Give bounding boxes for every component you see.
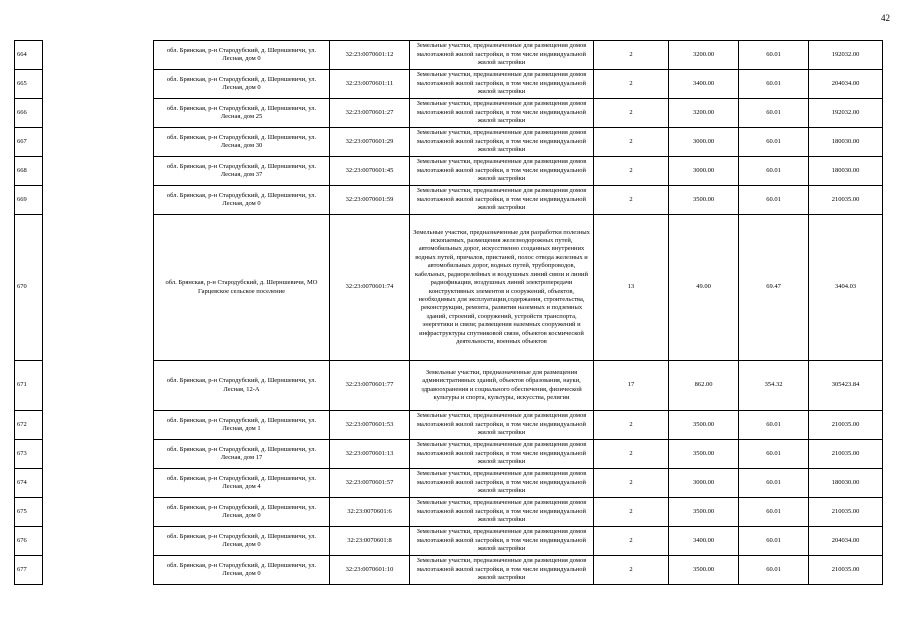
row-area: 3400.00 (669, 70, 739, 99)
table-row (15, 70, 883, 99)
row-cadastral-value: 192032.00 (809, 99, 883, 128)
table-row (15, 99, 883, 128)
spacer-cell (43, 361, 154, 411)
table-row (15, 469, 883, 498)
row-specific-value: 354.32 (739, 361, 809, 411)
row-number: 669 (15, 186, 43, 215)
row-specific-value: 60.01 (739, 157, 809, 186)
row-cadastral-value: 210035.00 (809, 556, 883, 585)
row-cadastral-value: 204034.00 (809, 70, 883, 99)
row-land-use: Земельные участки, предназначенные для размещения домов малоэтажной жилой застройки, в том числе индивидуальной жилой застройки (410, 498, 594, 527)
row-number: 670 (15, 215, 43, 361)
row-area: 862.00 (669, 361, 739, 411)
row-cadastral-number: 32:23:0070601:45 (330, 157, 410, 186)
row-land-use: Земельные участки, предназначенные для размещения домов малоэтажной жилой застройки, в том числе индивидуальной жилой застройки (410, 41, 594, 70)
row-cadastral-number: 32:23:0070601:59 (330, 186, 410, 215)
row-land-use: Земельные участки, предназначенные для разработки полезных ископаемых, размещения железнодорожных путей, автомобильных дорог, искусственно созданных внутренних водных путей, причалов, пристаней, полос отвода железных и автомобильных дорог, водных путей, трубопроводов, кабельных, радиорелейных и воздушных линий связи и линий радиофикации, воздушных линий электропередачи конструктивных элементов и сооружений, объектов, необходимых для эксплуатации,содержания, строительства, реконструкции, ремонта, развития наземных и подземных зданий, строений, сооружений, устройств транспорта, энергетики и связи; размещения наземных сооружений и инфраструктуры спутниковой связи, объектов космической деятельности, военных объектов (410, 215, 594, 361)
row-cadastral-number: 32:23:0070601:77 (330, 361, 410, 411)
spacer-cell (43, 70, 154, 99)
row-number: 664 (15, 41, 43, 70)
row-specific-value: 60.01 (739, 498, 809, 527)
row-cadastral-number: 32:23:0070601:29 (330, 128, 410, 157)
spacer-cell (43, 498, 154, 527)
cadastral-value-table (14, 40, 883, 585)
row-address: обл. Брянская, р-н Стародубский, д. Шерншевичи, ул. Лесная, 12-А (154, 361, 330, 411)
row-use-code: 2 (594, 556, 669, 585)
spacer-cell (43, 411, 154, 440)
row-cadastral-number: 32:23:0070601:8 (330, 527, 410, 556)
row-use-code: 2 (594, 128, 669, 157)
row-address: обл. Брянская, р-н Стародубский, д. Шерншевичи, ул. Лесная, дом 17 (154, 440, 330, 469)
row-number: 677 (15, 556, 43, 585)
row-address: обл. Брянская, р-н Стародубский, д. Шерншевичи, ул. Лесная, дом 0 (154, 527, 330, 556)
row-use-code: 2 (594, 157, 669, 186)
row-area: 3000.00 (669, 157, 739, 186)
row-specific-value: 60.01 (739, 41, 809, 70)
row-address: обл. Брянская, р-н Стародубский, д. Шерншевичи, ул. Лесная, дом 1 (154, 411, 330, 440)
row-number: 667 (15, 128, 43, 157)
row-cadastral-value: 210035.00 (809, 498, 883, 527)
row-address: обл. Брянская, р-н Стародубский, д. Шерншевичи, ул. Лесная, дом 4 (154, 469, 330, 498)
row-number: 665 (15, 70, 43, 99)
row-cadastral-value: 210035.00 (809, 186, 883, 215)
row-land-use: Земельные участки, предназначенные для размещения домов малоэтажной жилой застройки, в том числе индивидуальной жилой застройки (410, 70, 594, 99)
table-row (15, 527, 883, 556)
row-land-use: Земельные участки, предназначенные для размещения домов малоэтажной жилой застройки, в том числе индивидуальной жилой застройки (410, 186, 594, 215)
row-number: 676 (15, 527, 43, 556)
row-use-code: 2 (594, 469, 669, 498)
row-address: обл. Брянская, р-н Стародубский, д. Шерншевичи, ул. Лесная, дом 30 (154, 128, 330, 157)
table-row (15, 361, 883, 411)
table-row (15, 440, 883, 469)
spacer-cell (43, 186, 154, 215)
row-specific-value: 69.47 (739, 215, 809, 361)
spacer-cell (43, 440, 154, 469)
spacer-cell (43, 99, 154, 128)
table-row (15, 411, 883, 440)
row-use-code: 17 (594, 361, 669, 411)
table-row (15, 498, 883, 527)
spacer-cell (43, 41, 154, 70)
table-body (15, 41, 883, 585)
row-use-code: 2 (594, 186, 669, 215)
row-specific-value: 60.01 (739, 469, 809, 498)
row-land-use: Земельные участки, предназначенные для размещения домов малоэтажной жилой застройки, в том числе индивидуальной жилой застройки (410, 440, 594, 469)
row-cadastral-number: 32:23:0070601:13 (330, 440, 410, 469)
row-use-code: 2 (594, 70, 669, 99)
row-land-use: Земельные участки, предназначенные для размещения административных зданий, объектов образования, науки, здравоохранения и социального обеспечения, физической культуры и спорта, культуры, искусства, религии (410, 361, 594, 411)
row-address: обл. Брянская, р-н Стародубский, д. Шерншевичи, ул. Лесная, дом 0 (154, 498, 330, 527)
spacer-cell (43, 556, 154, 585)
table-row (15, 215, 883, 361)
row-use-code: 2 (594, 411, 669, 440)
row-address: обл. Брянская, р-н Стародубский, д. Шерншевичи, ул. Лесная, дом 0 (154, 70, 330, 99)
row-cadastral-value: 180030.00 (809, 128, 883, 157)
table-row (15, 41, 883, 70)
page-number: 42 (881, 13, 890, 23)
row-cadastral-value: 180030.00 (809, 469, 883, 498)
spacer-cell (43, 157, 154, 186)
row-land-use: Земельные участки, предназначенные для размещения домов малоэтажной жилой застройки, в том числе индивидуальной жилой застройки (410, 99, 594, 128)
row-cadastral-number: 32:23:0070601:6 (330, 498, 410, 527)
row-area: 3500.00 (669, 186, 739, 215)
row-area: 3400.00 (669, 527, 739, 556)
row-cadastral-number: 32:23:0070601:27 (330, 99, 410, 128)
row-land-use: Земельные участки, предназначенные для размещения домов малоэтажной жилой застройки, в том числе индивидуальной жилой застройки (410, 469, 594, 498)
row-area: 3500.00 (669, 440, 739, 469)
row-area: 3500.00 (669, 498, 739, 527)
row-cadastral-number: 32:23:0070601:53 (330, 411, 410, 440)
table-row (15, 128, 883, 157)
row-land-use: Земельные участки, предназначенные для размещения домов малоэтажной жилой застройки, в том числе индивидуальной жилой застройки (410, 411, 594, 440)
row-address: обл. Брянская, р-н Стародубский, д. Шерншевичи, ул. Лесная, дом 0 (154, 556, 330, 585)
row-cadastral-value: 192032.00 (809, 41, 883, 70)
row-address: обл. Брянская, р-н Стародубский, д. Шерншевичи, МО Гарцевское сельское поселение (154, 215, 330, 361)
row-cadastral-number: 32:23:0070601:74 (330, 215, 410, 361)
spacer-cell (43, 215, 154, 361)
row-cadastral-value: 305423.84 (809, 361, 883, 411)
row-land-use: Земельные участки, предназначенные для размещения домов малоэтажной жилой застройки, в том числе индивидуальной жилой застройки (410, 128, 594, 157)
row-area: 3500.00 (669, 411, 739, 440)
row-number: 675 (15, 498, 43, 527)
row-number: 671 (15, 361, 43, 411)
row-cadastral-number: 32:23:0070601:10 (330, 556, 410, 585)
row-cadastral-value: 204034.00 (809, 527, 883, 556)
row-use-code: 2 (594, 440, 669, 469)
row-use-code: 2 (594, 498, 669, 527)
row-number: 672 (15, 411, 43, 440)
row-area: 49.00 (669, 215, 739, 361)
row-area: 3000.00 (669, 128, 739, 157)
row-cadastral-number: 32:23:0070601:12 (330, 41, 410, 70)
spacer-cell (43, 527, 154, 556)
row-area: 3200.00 (669, 99, 739, 128)
row-cadastral-value: 210035.00 (809, 440, 883, 469)
spacer-cell (43, 469, 154, 498)
row-cadastral-value: 3404.03 (809, 215, 883, 361)
row-cadastral-number: 32:23:0070601:11 (330, 70, 410, 99)
table-row (15, 186, 883, 215)
row-address: обл. Брянская, р-н Стародубский, д. Шерншевичи, ул. Лесная, дом 37 (154, 157, 330, 186)
row-area: 3200.00 (669, 41, 739, 70)
row-specific-value: 60.01 (739, 527, 809, 556)
row-specific-value: 60.01 (739, 411, 809, 440)
row-land-use: Земельные участки, предназначенные для размещения домов малоэтажной жилой застройки, в том числе индивидуальной жилой застройки (410, 527, 594, 556)
row-use-code: 2 (594, 99, 669, 128)
row-specific-value: 60.01 (739, 440, 809, 469)
row-specific-value: 60.01 (739, 70, 809, 99)
table-row (15, 157, 883, 186)
row-use-code: 13 (594, 215, 669, 361)
row-specific-value: 60.01 (739, 186, 809, 215)
row-number: 674 (15, 469, 43, 498)
row-land-use: Земельные участки, предназначенные для размещения домов малоэтажной жилой застройки, в том числе индивидуальной жилой застройки (410, 556, 594, 585)
row-area: 3000.00 (669, 469, 739, 498)
row-use-code: 2 (594, 527, 669, 556)
spacer-cell (43, 128, 154, 157)
row-number: 666 (15, 99, 43, 128)
row-specific-value: 60.01 (739, 556, 809, 585)
row-address: обл. Брянская, р-н Стародубский, д. Шерншевичи, ул. Лесная, дом 0 (154, 41, 330, 70)
row-land-use: Земельные участки, предназначенные для размещения домов малоэтажной жилой застройки, в том числе индивидуальной жилой застройки (410, 157, 594, 186)
row-address: обл. Брянская, р-н Стародубский, д. Шерншевичи, ул. Лесная, дом 25 (154, 99, 330, 128)
row-cadastral-number: 32:23:0070601:57 (330, 469, 410, 498)
row-use-code: 2 (594, 41, 669, 70)
row-number: 668 (15, 157, 43, 186)
row-area: 3500.00 (669, 556, 739, 585)
row-cadastral-value: 180030.00 (809, 157, 883, 186)
row-cadastral-value: 210035.00 (809, 411, 883, 440)
table-row (15, 556, 883, 585)
row-specific-value: 60.01 (739, 99, 809, 128)
row-specific-value: 60.01 (739, 128, 809, 157)
row-number: 673 (15, 440, 43, 469)
row-address: обл. Брянская, р-н Стародубский, д. Шерншевичи, ул. Лесная, дом 0 (154, 186, 330, 215)
